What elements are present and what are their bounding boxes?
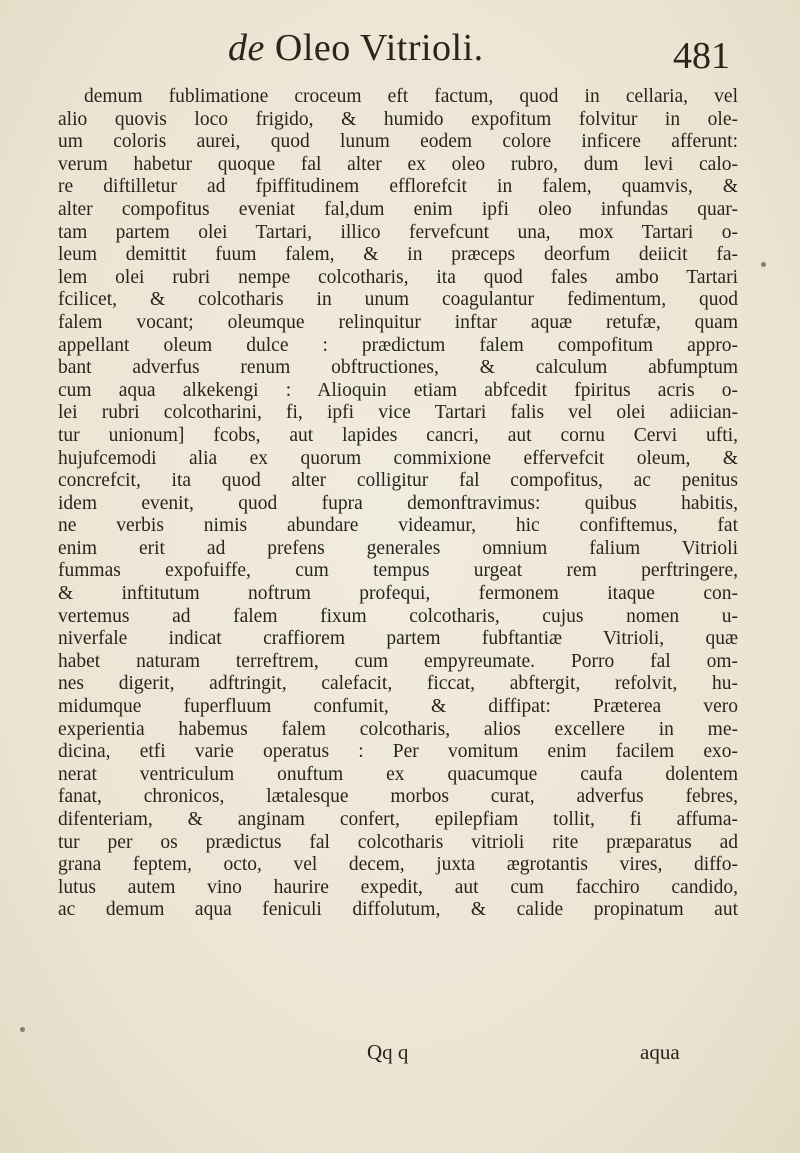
text-line: experientia habemus falem colcotharis, alios excellere in me-	[58, 718, 738, 740]
text-line: & inftitutum noftrum profequi, fermonem itaque con-	[58, 583, 738, 605]
page-header	[0, 12, 800, 77]
running-title	[228, 26, 484, 70]
body-text	[58, 86, 738, 922]
text-line: verum habetur quoque fal alter ex oleo rubro, dum levi calo-	[58, 153, 738, 175]
text-line: tam partem olei Tartari, illico fervefcunt una, mox Tartari o-	[58, 221, 738, 243]
text-line: concrefcit, ita quod alter colligitur fal compofitus, ac penitus	[58, 470, 738, 492]
text-line: alter compofitus eveniat fal,dum enim ipfi oleo infundas quar-	[58, 198, 738, 220]
text-line: enim erit ad prefens generales omnium falium Vitrioli	[58, 537, 738, 559]
text-line: vertemus ad falem fixum colcotharis, cujus nomen u-	[58, 605, 738, 627]
text-line: grana feptem, octo, vel decem, juxta ægrotantis vires, diffo-	[58, 854, 738, 876]
text-line: tur unionum] fcobs, aut lapides cancri, aut cornu Cervi ufti,	[58, 424, 738, 446]
text-line: lem olei rubri nempe colcotharis, ita quod fales ambo Tartari	[58, 266, 738, 288]
text-line: lutus autem vino haurire expedit, aut cum facchiro candido,	[58, 876, 738, 898]
text-line: fummas expofuiffe, cum tempus urgeat rem perftringere,	[58, 560, 738, 582]
text-line: hujufcemodi alia ex quorum commixione effervefcit oleum, &	[58, 447, 738, 469]
text-line: fanat, chronicos, lætalesque morbos curat, adverfus febres,	[58, 786, 738, 808]
catchword: aqua	[640, 1040, 680, 1064]
text-line: demum fublimatione croceum eft factum, quod in cellaria, vel	[84, 86, 738, 107]
text-line: leum demittit fuum falem, & in præceps deorfum deiicit fa-	[58, 244, 738, 266]
text-line: idem evenit, quod fupra demonftravimus: quibus habitis,	[58, 492, 738, 514]
text-line: appellant oleum dulce : prædictum falem compofitum appro-	[58, 334, 738, 356]
text-line: falem vocant; oleumque relinquitur inftar aquæ retufæ, quam	[58, 311, 738, 333]
text-line: dicina, etfi varie operatus : Per vomitum enim facilem exo-	[58, 741, 738, 763]
page-number: 481	[673, 35, 730, 77]
text-line: re diftilletur ad fpiffitudinem efflorefcit in falem, quamvis, &	[58, 176, 738, 198]
text-line: ac demum aqua feniculi diffolutum, & calide propinatum aut	[58, 899, 738, 921]
text-line: lei rubri colcotharini, fi, ipfi vice Tartari falis vel olei adiician-	[58, 402, 738, 424]
page-footer	[0, 1040, 800, 1070]
text-line: niverfale indicat craffiorem partem fubftantiæ Vitrioli, quæ	[58, 628, 738, 650]
text-line: difenteriam, & anginam confert, epilepfiam tollit, fi affuma-	[58, 809, 738, 830]
text-line: nerat ventriculum onuftum ex quacumque caufa dolentem	[58, 763, 738, 785]
text-line: habet naturam terreftrem, cum empyreumate. Porro fal om-	[58, 650, 738, 672]
text-line: cum aqua alkekengi : Alioquin etiam abfcedit fpiritus acris o-	[58, 379, 738, 401]
text-line: midumque fuperfluum confumit, & diffipat: Præterea vero	[58, 696, 738, 718]
text-line: bant adverfus renum obftructiones, & calculum abfumptum	[58, 357, 738, 379]
text-line: tur per os prædictus fal colcotharis vitrioli rite præparatus ad	[58, 831, 738, 853]
text-line: ne verbis nimis abundare videamur, hic confiftemus, fat	[58, 515, 738, 537]
signature-mark: Qq q	[367, 1040, 409, 1064]
text-line: alio quovis loco frigido, & humido expofitum folvitur in ole-	[58, 108, 738, 130]
running-title-main: Oleo Vitrioli.	[274, 27, 484, 69]
text-line: um coloris aurei, quod lunum eodem colore inficere afferunt:	[58, 131, 738, 153]
text-line: nes digerit, adftringit, calefacit, ficcat, abftergit, refolvit, hu-	[58, 673, 738, 695]
text-line: fcilicet, & colcotharis in unum coagulantur fedimentum, quod	[58, 289, 738, 311]
margin-speck	[20, 1027, 25, 1032]
margin-speck	[761, 262, 766, 267]
running-title-prefix: de	[228, 27, 265, 69]
